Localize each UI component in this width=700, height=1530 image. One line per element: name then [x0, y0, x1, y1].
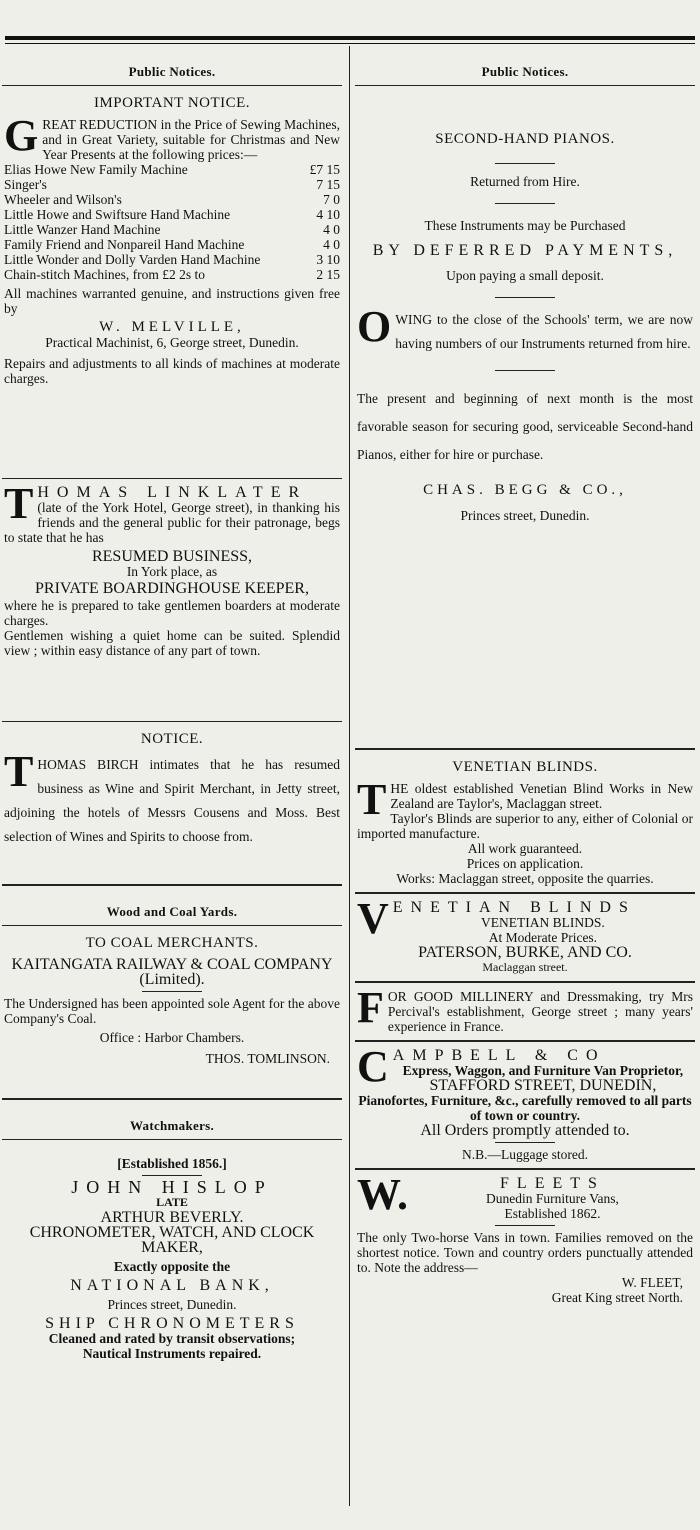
bank-name: NATIONAL BANK,: [70, 1277, 274, 1294]
works-line: Works: Maclaggan street, opposite the quarries.: [396, 871, 654, 886]
price-row: [4, 192, 340, 207]
masthead-rule-thin: [5, 43, 695, 44]
price-value: 2 15: [316, 267, 340, 282]
section-header-wood-coal: Wood and Coal Yards.: [106, 904, 238, 919]
ad-text: HOMAS BIRCH intimates that he has resumed business as Wine and Spirit Merchant, in Jetty street, adjoining the hotels of Messrs Cousens and Moss. Best selection of Wines and Spirits to choose from.: [4, 757, 340, 844]
instruments-line: These Instruments may be Purchased: [424, 218, 626, 233]
returned-line: Returned from Hire.: [470, 174, 580, 189]
prices-line: Prices on application.: [466, 856, 584, 871]
moderate-line: At Moderate Prices.: [488, 930, 598, 945]
price-item: Wheeler and Wilson's: [4, 192, 122, 207]
boardinghouse-keeper: PRIVATE BOARDINGHOUSE KEEPER,: [35, 580, 309, 597]
price-value: £7 15: [309, 162, 340, 177]
ad-text: The Undersigned has been appointed sole Agent for the above Company's Coal.: [4, 996, 340, 1026]
section-header-watchmakers: Watchmakers.: [129, 1118, 215, 1133]
ad-headline: ENETIAN BLINDS: [392, 899, 636, 916]
birch-notice: [2, 722, 342, 884]
drop-cap: F: [357, 983, 384, 1032]
established: [Established 1856.]: [117, 1156, 227, 1171]
ad-text-2: Taylor's Blinds are superior to any, either of Colonial or imported manufacture.: [357, 811, 693, 841]
ad-title: TO COAL MERCHANTS.: [85, 935, 259, 951]
sewing-machine-ad: [2, 86, 342, 478]
hislop-ad: [2, 1140, 342, 1367]
divider: [495, 297, 555, 298]
venetian-blinds-taylor-ad: [355, 750, 695, 892]
drop-cap: O: [357, 302, 392, 351]
deferred-payments: BY DEFERRED PAYMENTS,: [372, 242, 678, 259]
price-item: Little Wonder and Dolly Varden Hand Machine: [4, 252, 261, 267]
warranty-text: All machines warranted genuine, and instructions given free by: [4, 286, 340, 316]
price-row: [4, 252, 340, 267]
divider: [495, 163, 555, 164]
ad-headline: HOMAS LINKLATER: [37, 484, 308, 501]
present-text: The present and beginning of next month is the most favorable season for securing good, serviceable Second-hand Pianos, either for hire or purchase.: [357, 391, 693, 462]
price-value: 4 0: [323, 222, 340, 237]
ad-text: (late of the York Hotel, George street), in thanking his friends and the general public for their patronage, begs to state that he has: [4, 500, 340, 545]
signature: W. FLEET,: [621, 1275, 683, 1290]
drop-cap: T: [4, 479, 34, 528]
nb-line: N.B.—Luggage stored.: [462, 1147, 588, 1162]
price-row: [4, 207, 340, 222]
vans-line: Dunedin Furniture Vans,: [486, 1191, 619, 1206]
address-line: Great King street North.: [551, 1290, 683, 1305]
address-line: Princes street, Dunedin.: [107, 1297, 237, 1312]
price-item: Chain-stitch Machines, from £2 2s to: [4, 267, 205, 282]
price-value: 7 15: [316, 177, 340, 192]
section-header-public-notices-right: Public Notices.: [481, 64, 569, 79]
ad-title: SECOND-HAND PIANOS.: [435, 131, 615, 147]
divider: [142, 991, 202, 992]
price-item: Little Howe and Swiftsure Hand Machine: [4, 207, 231, 222]
repairs-text: Repairs and adjustments to all kinds of machines at moderate charges.: [4, 356, 340, 386]
millinery-ad: [355, 983, 695, 1040]
cleaned-line: Cleaned and rated by transit observations;: [48, 1331, 296, 1346]
resumed-business: RESUMED BUSINESS,: [91, 548, 253, 565]
line-4: All Orders promptly attended to.: [420, 1122, 630, 1139]
ad-headline: AMPBELL & CO: [392, 1047, 606, 1064]
guarantee-line: All work guaranteed.: [467, 841, 583, 856]
office-line: Office : Harbor Chambers.: [99, 1030, 245, 1045]
trade-line: CHRONOMETER, WATCH, AND CLOCK MAKER,: [29, 1224, 315, 1256]
price-item: Family Friend and Nonpareil Hand Machine: [4, 237, 245, 252]
divider: [495, 1225, 555, 1226]
section-header-public-notices-left: Public Notices.: [128, 64, 216, 79]
line-2: STAFFORD STREET, DUNEDIN,: [429, 1077, 657, 1094]
price-row: [4, 267, 340, 282]
venetian-blinds-paterson-ad: [355, 894, 695, 981]
divider: [495, 370, 555, 371]
pianos-ad: [355, 86, 695, 748]
price-item: Elias Howe New Family Machine: [4, 162, 188, 177]
gentlemen-text: Gentlemen wishing a quiet home can be suited. Splendid view ; within easy distance of any part of town.: [4, 628, 340, 658]
ship-chronometers: SHIP CHRONOMETERS: [45, 1315, 299, 1332]
arthur-beverly: ARTHUR BEVERLY.: [100, 1209, 244, 1226]
masthead-rule: [5, 36, 695, 40]
street-line: Maclaggan street.: [482, 960, 568, 974]
in-york-place: In York place, as: [126, 564, 218, 579]
coal-merchants-ad: [2, 926, 342, 1098]
advertiser-address: Practical Machinist, 6, George street, Dunedin.: [45, 335, 299, 350]
price-item: Singer's: [4, 177, 47, 192]
where-text: where he is prepared to take gentlemen boarders at moderate charges.: [4, 598, 340, 628]
signature: CHAS. BEGG & CO.,: [423, 482, 627, 498]
address-line: Princes street, Dunedin.: [460, 508, 590, 523]
drop-cap: C: [357, 1042, 389, 1091]
ad-intro: REAT REDUCTION in the Price of Sewing Machines, and in Great Variety, suitable for Christmas and New Year Presents at the following prices:—: [42, 117, 340, 162]
ad-title: VENETIAN BLINDS.: [452, 759, 598, 775]
price-value: 3 10: [316, 252, 340, 267]
deposit-line: Upon paying a small deposit.: [446, 268, 604, 283]
ad-headline: JOHN HISLOP: [71, 1177, 273, 1197]
established-line: Established 1862.: [504, 1206, 601, 1221]
price-list: [4, 162, 340, 282]
line-3: Pianofortes, Furniture, &c., carefully removed to all parts of town or country.: [358, 1093, 692, 1123]
drop-cap: T: [4, 747, 34, 796]
ad-text: HE oldest established Venetian Blind Works in New Zealand are Taylor's, Maclaggan street.: [390, 781, 693, 811]
company-name: KAITANGATA RAILWAY & COAL COMPANY (Limited).: [11, 956, 333, 988]
divider: [495, 1142, 555, 1143]
fleet-ad: [355, 1170, 695, 1311]
right-column: [355, 46, 695, 1311]
firm-name: PATERSON, BURKE, AND CO.: [418, 944, 632, 961]
price-value: 7 0: [323, 192, 340, 207]
price-item: Little Wanzer Hand Machine: [4, 222, 161, 237]
ad-headline: FLEETS: [500, 1175, 605, 1192]
signature: THOS. TOMLINSON.: [205, 1051, 330, 1066]
left-column: [2, 46, 342, 1367]
opposite-line: Exactly opposite the: [113, 1259, 231, 1274]
ad-title: NOTICE.: [140, 731, 204, 747]
divider: [142, 1175, 202, 1176]
nautical-line: Nautical Instruments repaired.: [82, 1346, 262, 1361]
drop-cap: T: [357, 775, 387, 824]
drop-cap: W.: [357, 1170, 408, 1219]
price-row: [4, 222, 340, 237]
price-row: [4, 177, 340, 192]
ad-text: OR GOOD MILLINERY and Dressmaking, try Mrs Percival's establishment, George street ; many years' experience in France.: [387, 989, 693, 1034]
ad-subhead: VENETIAN BLINDS.: [481, 915, 605, 930]
column-divider: [349, 46, 350, 1506]
linklater-ad: [2, 479, 342, 721]
divider: [495, 203, 555, 204]
late-label: LATE: [156, 1195, 188, 1209]
price-row: [4, 162, 340, 177]
line-1: Express, Waggon, and Furniture Van Proprietor,: [402, 1063, 684, 1078]
price-value: 4 10: [316, 207, 340, 222]
owing-text: WING to the close of the Schools' term, we are now having numbers of our Instruments returned from hire.: [395, 312, 693, 351]
ad-text: The only Two-horse Vans in town. Families removed on the shortest notice. Town and country orders punctually attended to. Note the address—: [357, 1230, 693, 1275]
drop-cap: V: [357, 894, 389, 943]
ad-title: IMPORTANT NOTICE.: [93, 95, 251, 111]
advertiser-name: W. MELVILLE,: [99, 319, 245, 335]
price-value: 4 0: [323, 237, 340, 252]
drop-cap: G: [4, 111, 39, 160]
campbell-ad: [355, 1042, 695, 1168]
price-row: [4, 237, 340, 252]
